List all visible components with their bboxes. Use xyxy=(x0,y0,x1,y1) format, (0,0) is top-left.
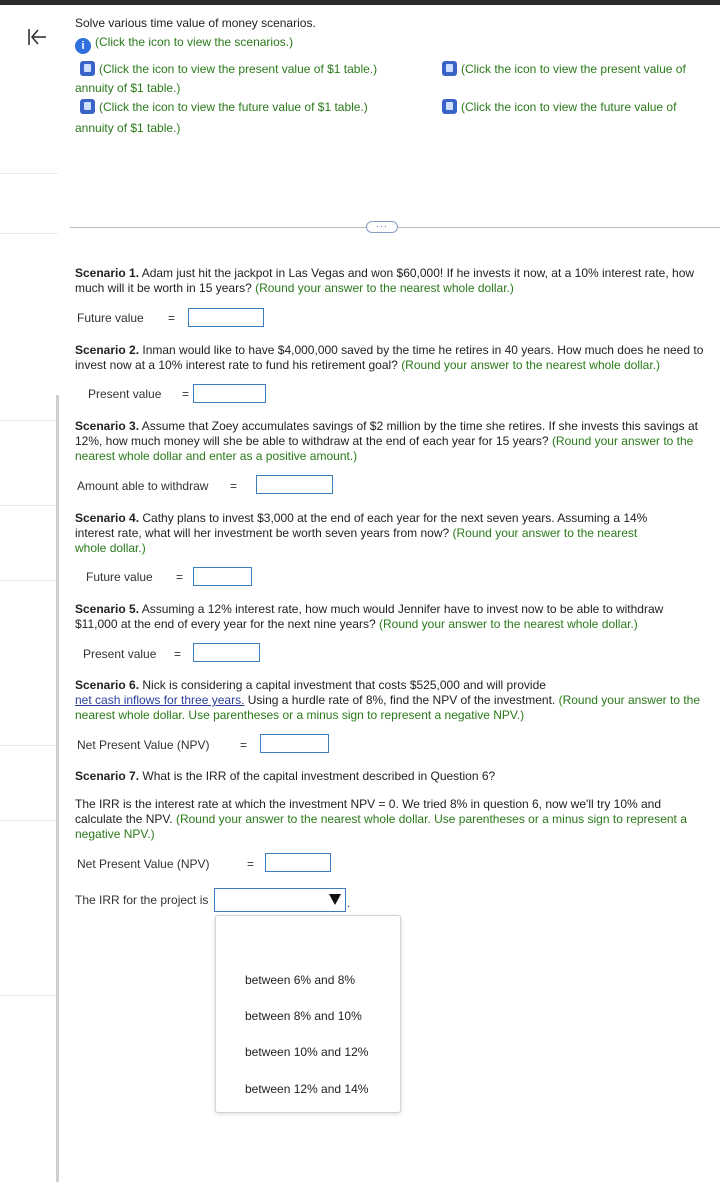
amount-able-to-withdraw-label: Amount able to withdraw xyxy=(77,479,209,493)
table-icon[interactable] xyxy=(442,99,457,114)
caret-down-icon[interactable] xyxy=(329,894,341,905)
page-title: Solve various time value of money scenarios. xyxy=(75,16,316,30)
table-icon[interactable] xyxy=(80,99,95,114)
rail-divider xyxy=(0,580,58,581)
equals-sign: = xyxy=(168,311,176,325)
rail-divider xyxy=(0,420,58,421)
scenario-1-text: Scenario 1. Adam just hit the jackpot in Las Vegas and won $60,000! If he invests it now, at a 10% interest rate, how much will it be worth in 15 years? (Round your answer to the nearest whole dollar.) xyxy=(75,266,695,295)
equals-sign: = xyxy=(174,647,182,661)
irr-option[interactable]: between 6% and 8% xyxy=(245,973,356,987)
pv-annuity-link-continuation: annuity of $1 table.) xyxy=(75,81,181,95)
fv-annuity-link-continuation: annuity of $1 table.) xyxy=(75,121,181,135)
rail-divider xyxy=(0,505,58,506)
equals-sign: = xyxy=(240,738,248,752)
future-value-label: Future value xyxy=(86,570,153,584)
future-value-label: Future value xyxy=(77,311,144,325)
irr-dropdown-menu xyxy=(215,915,401,1113)
equals-sign: = xyxy=(176,570,184,584)
fv-annuity-link[interactable]: (Click the icon to view the future value of xyxy=(442,99,676,114)
scenario-5-present-value-input[interactable] xyxy=(193,643,260,662)
scenario-6-npv-input[interactable] xyxy=(260,734,329,753)
scenario-7-question: Scenario 7. What is the IRR of the capital investment described in Question 6? xyxy=(75,769,496,783)
scenarios-link[interactable]: i (Click the icon to view the scenarios.) xyxy=(75,35,293,54)
pv-table-link[interactable]: (Click the icon to view the present value of $1 table.) xyxy=(80,61,377,76)
scrollbar[interactable] xyxy=(56,395,59,1182)
npv-label: Net Present Value (NPV) xyxy=(77,738,210,752)
top-bar xyxy=(0,0,720,5)
irr-suffix: . xyxy=(347,896,351,910)
net-cash-inflows-link[interactable]: net cash inflows for three years. xyxy=(75,693,245,707)
more-button[interactable]: ··· xyxy=(366,221,398,233)
arrow-left-bar-icon xyxy=(26,26,48,48)
npv-label: Net Present Value (NPV) xyxy=(77,857,210,871)
scenario-2-present-value-input[interactable] xyxy=(193,384,266,403)
irr-select[interactable] xyxy=(214,888,346,912)
equals-sign: = xyxy=(182,387,190,401)
table-icon[interactable] xyxy=(442,61,457,76)
scenario-3-amount-input[interactable] xyxy=(256,475,333,494)
info-icon[interactable]: i xyxy=(75,38,91,54)
scenario-1-future-value-input[interactable] xyxy=(188,308,264,327)
equals-sign: = xyxy=(247,857,255,871)
scenario-5-text: Scenario 5. Assuming a 12% interest rate, how much would Jennifer have to invest now to be able to withdraw $11,000 at the end of every year for the next nine years? (Round your answer to the nearest whole dollar.) xyxy=(75,602,664,631)
rail-divider xyxy=(0,995,58,996)
scenario-7-text: The IRR is the interest rate at which the investment NPV = 0. We tried 8% in question 6, now we'll try 10% and calculate the NPV. (Round your answer to the nearest whole dollar. Use parentheses or a minus sign to represent a negative NPV.) xyxy=(75,797,687,841)
irr-option[interactable]: between 10% and 12% xyxy=(245,1045,369,1059)
scenario-4-future-value-input[interactable] xyxy=(193,567,252,586)
pv-annuity-link[interactable]: (Click the icon to view the present value of xyxy=(442,61,686,76)
left-rail xyxy=(0,5,62,1182)
table-icon[interactable] xyxy=(80,61,95,76)
present-value-label: Present value xyxy=(88,387,162,401)
scenario-4-text: Scenario 4. Cathy plans to invest $3,000 at the end of each year for the next seven years. Assuming a 14% interest rate, what will her investment be worth seven years from now? (Round your answer to the nearest whole dollar.) xyxy=(75,511,648,555)
scenario-3-text: Scenario 3. Assume that Zoey accumulates savings of $2 million by the time she retires. If she invests this savings at 12%, how much money will she be able to withdraw at the end of each year for 15 years? (Round your answer to the nearest whole dollar and enter as a positive amount.) xyxy=(75,419,698,463)
scenario-2-text: Scenario 2. Inman would like to have $4,000,000 saved by the time he retires in 40 years. How much does he need to invest now at a 10% interest rate to fund his retirement goal? (Round your answer to the nearest whole dollar.) xyxy=(75,343,704,372)
rail-divider xyxy=(0,173,58,174)
rail-divider xyxy=(0,745,58,746)
irr-option[interactable]: between 12% and 14% xyxy=(245,1082,369,1096)
fv-table-link[interactable]: (Click the icon to view the future value of $1 table.) xyxy=(80,99,368,114)
irr-option[interactable]: between 8% and 10% xyxy=(245,1009,362,1023)
present-value-label: Present value xyxy=(83,647,157,661)
equals-sign: = xyxy=(230,479,238,493)
collapse-back-button[interactable] xyxy=(26,26,48,48)
scenario-7-npv-input[interactable] xyxy=(265,853,331,872)
irr-label: The IRR for the project is xyxy=(75,893,209,907)
rail-divider xyxy=(0,233,58,234)
rail-divider xyxy=(0,820,58,821)
scenario-6-text: Scenario 6. Nick is considering a capital investment that costs $525,000 and will provide net cash inflows for three years. Using a hurdle rate of 8%, find the NPV of the investment. (Round your answer to the nearest whole dollar. Use parentheses or a minus sign to represent a negative NPV.) xyxy=(75,678,701,722)
